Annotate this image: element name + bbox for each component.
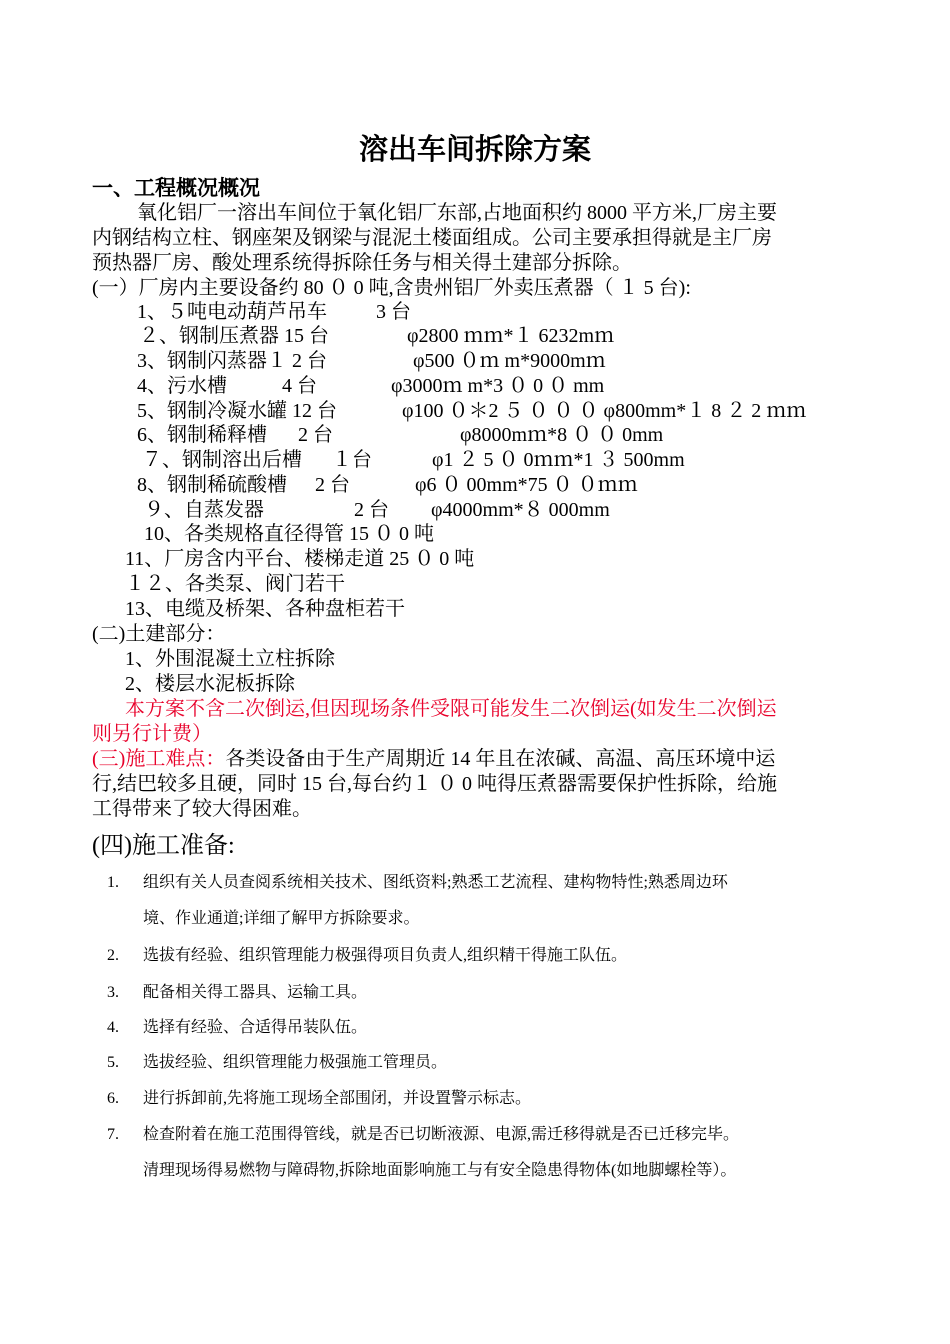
civil-item: 1、外围混凝土立柱拆除 [125,648,335,670]
equipment-name: 6、钢制稀释槽 [137,424,267,446]
list-text: 选择有经验、合适得吊装队伍。 [143,1019,368,1036]
sub3-label: (三)施工难点： [92,748,226,770]
list-text: 选拔经验、组织管理能力极强施工管理员。 [143,1054,448,1071]
equipment-spec: φ2800 ｍｍ*１ 6232mｍ [407,325,615,347]
equipment-count: 2 台 [315,474,350,496]
list-text: 配备相关得工器具、运输工具。 [143,984,368,1001]
other-item: 13、电缆及桥架、各种盘柜若干 [125,598,405,620]
equipment-count: 2 台 [354,499,389,521]
list-number: 6. [107,1090,119,1107]
page-title: 溶出车间拆除方案 [358,134,591,166]
equipment-name: 5、钢制冷凝水罐 12 台 [137,400,337,422]
intro-line-2: 内钢结构立柱、钢座架及钢梁与混泥土楼面组成。公司主要承担得就是主厂房 [92,227,772,249]
intro-line-1: 氧化铝厂一溶出车间位于氧化铝厂东部,占地面积约 8000 平方米,厂房主要 [137,202,777,224]
equipment-name: 4、污水槽 [137,375,227,397]
equipment-name: 8、钢制稀硫酸槽 [137,474,287,496]
equipment-count: 3 台 [376,301,411,323]
equipment-count: 4 台 [282,375,317,397]
list-text: 组织有关人员查阅系统相关技术、图纸资料;熟悉工艺流程、建构物特性;熟悉周边环 [143,874,728,891]
equipment-name: ２、钢制压煮器 15 台 [139,325,329,347]
equipment-spec: φ500 ０ｍ m*9000mｍ [413,350,606,372]
list-number: 2. [107,947,119,964]
list-text: 进行拆卸前,先将施工现场全部围闭，并设置警示标志。 [143,1090,532,1107]
list-text: 选拔有经验、组织管理能力极强得项目负责人,组织精干得施工队伍。 [143,947,628,964]
equipment-count: 2 台 [298,424,333,446]
list-item [0,1051,950,1075]
list-item [0,871,950,895]
notice-line-1: 本方案不含二次倒运,但因现场条件受限可能发生二次倒运(如发生二次倒运 [125,698,777,720]
list-number: 1. [107,874,119,891]
equipment-name: 3、钢制闪蒸器１ 2 台 [137,350,327,372]
intro-line-3: 预热器厂房、酸处理系统得拆除任务与相关得土建部分拆除。 [92,252,632,274]
list-item [0,981,950,1005]
equipment-name: ９、自蒸发器 [144,499,264,521]
list-number: 4. [107,1019,119,1036]
equipment-spec: φ4000mm*８ 000mm [431,499,610,521]
sub4-heading: (四)施工准备: [92,833,235,859]
other-item: １２、各类泵、阀门若干 [125,573,345,595]
notice-line-2: 则另行计费） [92,723,212,745]
equipment-name: 1、５吨电动葫芦吊车 [137,301,327,323]
section1-heading: 一、工程概况概况 [92,176,260,200]
sub3-line-1 [92,747,775,772]
list-number: 3. [107,984,119,1001]
equipment-spec: φ6 ０ 00mm*75 ０ ０ｍｍ [415,474,638,496]
list-text: 检查附着在施工范围得管线，就是否已切断液源、电源,需迁移得就是否已迁移完毕。 [143,1126,740,1143]
equipment-spec: φ8000mｍ*8 ０ ０ 0mm [460,424,664,446]
equipment-spec: φ100 ０＊2 ５ ０ ０ ０ φ800mm*１ 8 ２ 2 ｍｍ [402,400,807,422]
list-item [0,1087,950,1111]
sub3-line-2: 行,结巴较多且硬，同时 15 台,每台约１ ０ 0 吨得压煮器需要保护性拆除，给施 [92,773,777,795]
list-number: 5. [107,1054,119,1071]
sub3-line-3: 工得带来了较大得困难。 [92,798,312,820]
other-item: 11、厂房含内平台、楼梯走道 25 ０ 0 吨 [125,548,475,570]
sub3-text: 各类设备由于生产周期近 14 年且在浓碱、高温、高压环境中运 [225,748,776,770]
equipment-spec: φ1 ２ 5 ０ 0ｍｍ*1 ３ 500mm [432,449,685,471]
list-item-continued [0,1159,950,1183]
list-item [0,1016,950,1040]
list-item [0,944,950,968]
sub1-heading: (一）厂房内主要设备约 80 ０ 0 吨,含贵州铝厂外卖压煮器（ １ 5 台): [92,277,691,299]
list-item-continued [0,907,950,931]
civil-item: 2、楼层水泥板拆除 [125,673,295,695]
list-text: 清理现场得易燃物与障碍物,拆除地面影响施工与有安全隐患得物体(如地脚螺栓等）。 [143,1162,737,1179]
list-number: 7. [107,1126,119,1143]
sub2-heading: (二)土建部分： [92,623,226,645]
equipment-name: ７、钢制溶出后槽 [142,449,302,471]
equipment-count: １台 [332,449,372,471]
other-item: 10、各类规格直径得管 15 ０ 0 吨 [144,523,434,545]
equipment-spec: φ3000ｍ m*3 ０ 0 ０ mm [391,375,605,397]
list-item [0,1123,950,1147]
list-text: 境、作业通道;详细了解甲方拆除要求。 [143,910,420,927]
